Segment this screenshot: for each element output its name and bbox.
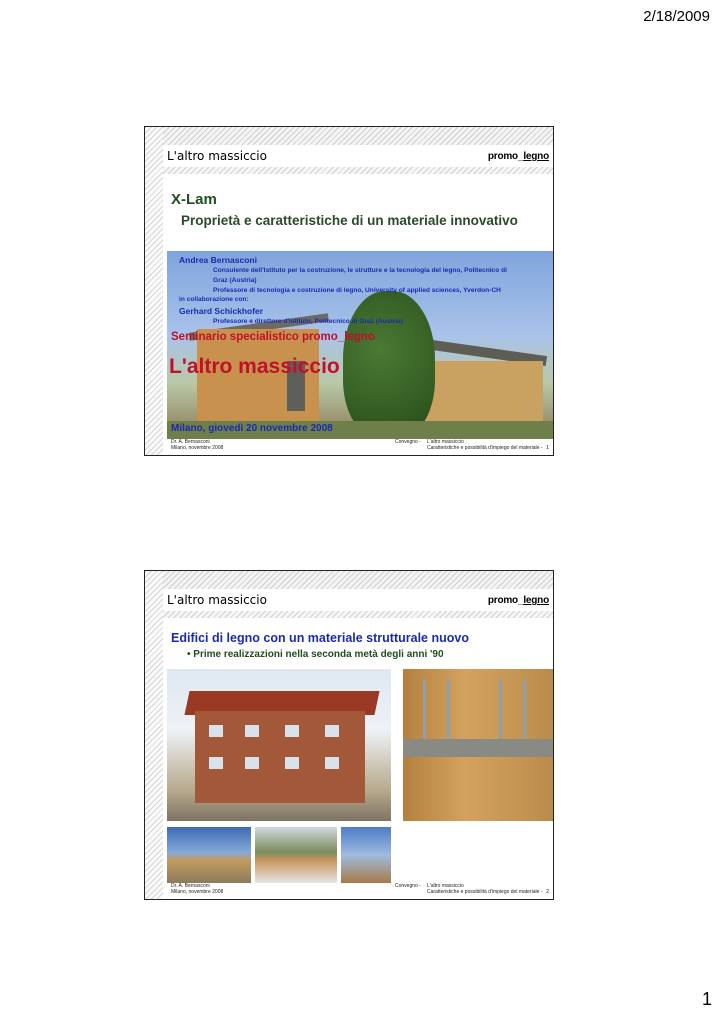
author-affiliation: Graz (Austria) (213, 277, 257, 284)
seminar-title: Seminario specialistico promo_legno (171, 331, 375, 343)
timber-house-photo (167, 669, 391, 821)
tree (343, 291, 435, 439)
house-window (209, 725, 223, 737)
balcony-slab (403, 739, 554, 757)
house-window (285, 725, 299, 737)
collaboration-label: in collaborazione con: (179, 296, 249, 303)
construction-thumbnail (341, 827, 391, 883)
slide-heading: Edifici di legno con un materiale strutturale nuovo (171, 631, 469, 645)
slide-footer-event: Convegno - (395, 439, 421, 445)
slide-subtitle: Proprietà e caratteristiche di un materiale innovativo (181, 213, 518, 228)
slide-top-pattern (163, 127, 553, 145)
slide-title: X-Lam (171, 191, 217, 208)
coauthor-name: Gerhard Schickhofer (179, 306, 264, 316)
event-place-date: Milano, giovedì 20 novembre 2008 (171, 423, 333, 434)
house-window (285, 757, 299, 769)
slide-2 (144, 570, 554, 900)
slide-top-pattern (163, 571, 553, 589)
promo-legno-logo: promo_legno (487, 151, 549, 162)
coauthor-affiliation: Professore e direttore d'istituto, Politecnico di Graz (Austria) (213, 318, 403, 325)
house-window (209, 757, 223, 769)
promo-legno-logo: promo_legno (487, 595, 549, 606)
building-thumbnail (167, 827, 251, 883)
page-date: 2/18/2009 (643, 8, 710, 25)
author-affiliation: Consulente dell'Istituto per la costruzione, le strutture e la tecnologia del legno, Politecnico di (213, 267, 507, 274)
slide-header-pattern (163, 611, 553, 618)
railing (523, 679, 526, 739)
slide-header-pattern (163, 167, 553, 174)
house-window (325, 757, 339, 769)
slide-footer-author: Dr. A. Bernasconi Milano, novembre 2008 (171, 439, 224, 451)
timber-house (195, 711, 365, 803)
slide-footer-event: Convegno - (395, 883, 421, 889)
slide-1 (144, 126, 554, 456)
bullet-point: • Prime realizzazioni nella seconda metà degli anni '90 (187, 649, 444, 660)
slide-header-title: L'altro massiccio (167, 149, 267, 163)
slide-number: 2 (546, 889, 549, 895)
author-affiliation: Professore di tecnologia e costruzione di legno, University of applied sciences, Yverdon-CH (213, 287, 501, 294)
page-number: 1 (701, 989, 712, 1009)
railing (423, 679, 426, 739)
slide-side-pattern (145, 127, 163, 455)
building-thumbnail (255, 827, 337, 883)
railing (499, 679, 502, 739)
slide-footer-author: Dr. A. Bernasconi Milano, novembre 2008 (171, 883, 224, 895)
house-window (325, 725, 339, 737)
slide-side-pattern (145, 571, 163, 899)
slide-number: 1 (546, 445, 549, 451)
house-window (245, 725, 259, 737)
slide-header-title: L'altro massiccio (167, 593, 267, 607)
slide-footer-topic: L'altro massiccio Caratteristiche e possibilità d'impiego del materiale - (427, 883, 543, 895)
railing (447, 679, 450, 739)
author-name: Andrea Bernasconi (179, 255, 257, 265)
slide-footer-topic: L'altro massiccio Caratteristiche e possibilità d'impiego del materiale - (427, 439, 543, 451)
balcony-detail-photo (403, 669, 554, 821)
event-title: L'altro massiccio (169, 355, 340, 378)
house-window (245, 757, 259, 769)
